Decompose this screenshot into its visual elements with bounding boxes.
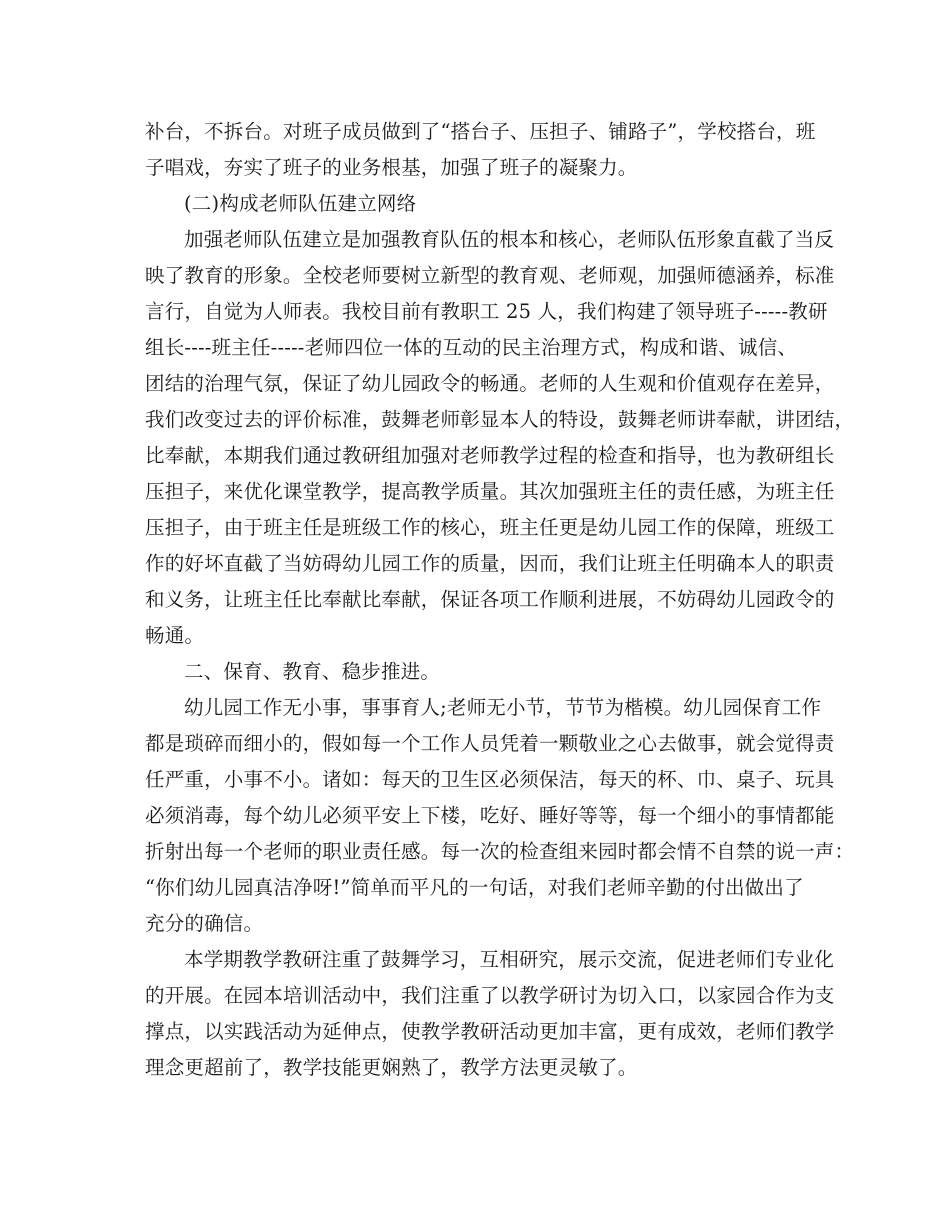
text-line: 的开展。在园本培训活动中，我们注重了以教学研讨为切入口，以家园合作为支	[145, 984, 835, 1007]
section-heading: (二)构成老师队伍建立网络	[184, 192, 417, 215]
text-line: 本学期教学教研注重了鼓舞学习，互相研究，展示交流，促进老师们专业化	[184, 948, 835, 971]
text-line: 映了教育的形象。全校老师要树立新型的教育观、老师观，加强师德涵养，标准	[145, 264, 835, 287]
text-line: 加强老师队伍建立是加强教育队伍的根本和核心，老师队伍形象直截了当反	[184, 228, 835, 251]
section-heading: 二、保育、教育、稳步推进。	[184, 660, 441, 683]
text-line: 作的好坏直截了当妨碍幼儿园工作的质量，因而，我们让班主任明确本人的职责	[145, 552, 835, 575]
text-line: 折射出每一个老师的职业责任感。每一次的检查组来园时都会情不自禁的说一声：	[145, 840, 855, 863]
text-line: 都是琐碎而细小的，假如每一个工作人员凭着一颗敬业之心去做事，就会觉得责	[145, 732, 835, 755]
text-line: 压担子，来优化课堂教学，提高教学质量。其次加强班主任的责任感，为班主任	[145, 480, 835, 503]
text-line: 组长----班主任-----老师四位一体的互动的民主治理方式，构成和谐、诚信、	[145, 336, 798, 359]
text-line: 我们改变过去的评价标准，鼓舞老师彰显本人的特设，鼓舞老师讲奉献，讲团结，	[145, 408, 855, 431]
text-line: 理念更超前了，教学技能更娴熟了，教学方法更灵敏了。	[145, 1056, 638, 1079]
text-line: 必须消毒，每个幼儿必须平安上下楼，吃好、睡好等等，每一个细小的事情都能	[145, 804, 835, 827]
text-line: 比奉献，本期我们通过教研组加强对老师教学过程的检查和指导，也为教研组长	[145, 444, 835, 467]
text-line: 畅通。	[145, 624, 205, 647]
text-line: 言行，自觉为人师表。我校目前有教职工 25 人，我们构建了领导班子-----教研	[145, 300, 828, 323]
text-line: 和义务，让班主任比奉献比奉献，保证各项工作顺利进展，不妨碍幼儿园政令的	[145, 588, 835, 611]
text-line: 充分的确信。	[145, 912, 264, 935]
text-line: 幼儿园工作无小事，事事育人;老师无小节，节节为楷模。幼儿园保育工作	[184, 696, 822, 719]
text-line: 压担子，由于班主任是班级工作的核心，班主任更是幼儿园工作的保障，班级工	[145, 516, 835, 539]
text-line: 任严重，小事不小。诸如：每天的卫生区必须保洁，每天的杯、巾、桌子、玩具	[145, 768, 835, 791]
text-line: 撑点，以实践活动为延伸点，使教学教研活动更加丰富，更有成效，老师们教学	[145, 1020, 835, 1043]
text-line: “你们幼儿园真洁净呀!”简单而平凡的一句话，对我们老师辛勤的付出做出了	[145, 876, 804, 899]
text-line: 团结的治理气氛，保证了幼儿园政令的畅通。老师的人生观和价值观存在差异，	[145, 372, 835, 395]
text-line: 子唱戏，夯实了班子的业务根基，加强了班子的凝聚力。	[145, 156, 638, 179]
text-line: 补台，不拆台。对班子成员做到了“搭台子、压担子、铺路子”，学校搭台，班	[145, 120, 816, 143]
